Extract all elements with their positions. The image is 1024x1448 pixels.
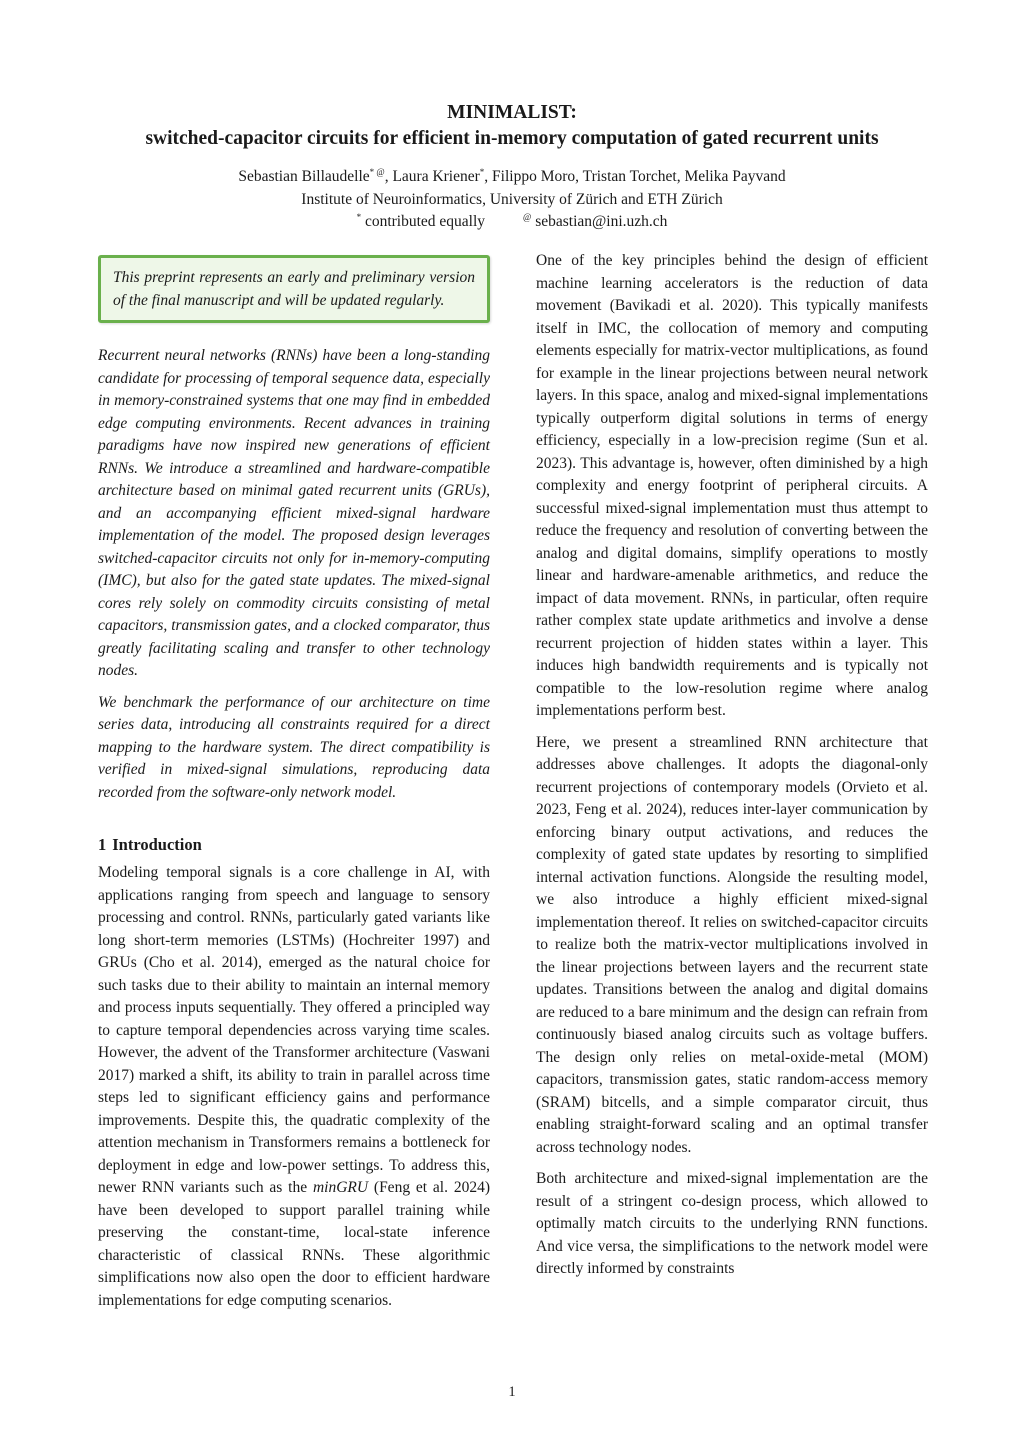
section-title: Introduction [112,835,202,854]
right-column [536,250,928,1290]
preprint-notice-box: This preprint represents an early and preliminary version of the final manuscript and will be updated regularly. [98,255,490,323]
paper-header [60,100,964,234]
abstract [98,345,490,804]
intro-text: (Feng et al. 2024) have been developed to support parallel training while preserving the constant-time, local-state inference characteristic of classical RNNs. These algorithmic simplifications now also open the door to efficient hardware implementations for edge computing scenarios. [98,1179,490,1309]
intro-paragraph-4: Both architecture and mixed-signal implementation are the result of a stringent co-design process, which allowed to optimally match circuits to the underlying RNN functions. And vice versa, the simplifications to the network model were directly informed by constraints [536,1170,928,1277]
paper-title-line1: MINIMALIST: [447,102,577,123]
author-name: Tristan Torchet [582,168,677,185]
intro-paragraph-3: Here, we present a streamlined RNN architecture that addresses above challenges. It adopts the diagonal-only recurrent projections of contemporary models (Orvieto et al. 2023, Feng et al. 2024), reduces inter-layer communication by enforcing binary output activations, and reduces the complexity of gated state updates by resorting to simplified internal activation functions. Alongside the resulting model, we also introduce a highly efficient mixed-signal implementation thereof. It relies on switched-capacitor circuits to realize both the matrix-vector multiplications involved in the linear projections between layers and the recurrent state updates. Transitions between the analog and digital domains are reduced to a bare minimum and the design can refrain from continuously biased analog circuits such as voltage buffers. The design only relies on metal-oxide-metal (MOM) capacitors, transmission gates, static random-access memory (SRAM) bitcells, and a simple comparator circuit, thus enabling straight-forward scaling and an optimal transfer across technology nodes. [536,733,928,1156]
abstract-paragraph: We benchmark the performance of our architecture on time series data, introducing all constraints required for a direct mapping to the hardware system. The direct compatibility is verified in mixed-signal simulations, reproducing data recorded from the software-only network model. [98,693,490,801]
affiliation: Institute of Neuroinformatics, University of Zürich and ETH Zürich [301,190,723,208]
intro-paragraph-2: One of the key principles behind the design of efficient machine learning accelerators is the reduction of data movement (Bavikadi et al. 2020). This typically manifests itself in IMC, the collocation of memory and computing elements especially for matrix-vector multiplications, as found for example in the linear projections between neural network layers. In this space, analog and mixed-signal implementations typically outperform digital solutions in terms of energy efficiency, especially in a low-precision regime (Sun et al. 2023). This advantage is, however, often diminished by a high complexity and energy footprint of peripheral circuits. A successful mixed-signal implementation must thus attempt to reduce the frequency and resolution of converting between the analog and digital domains, simplify operations to mostly linear and hardware-amenable arithmetics, and reduce the impact of data movement. RNNs, in particular, often require rather complex state update arithmetics and involve a dense recurrent projection of hidden states within a layer. This induces high bandwidth requirements and is typically not compatible to the low-resolution regime where analog implementations perform best. [536,252,928,719]
left-column [98,248,490,1321]
email-mark: @ [523,212,532,222]
author-name: Laura Kriener [392,168,480,185]
contact-email[interactable]: sebastian@ini.uzh.ch [535,213,668,230]
section-number: 1 [98,835,107,854]
intro-text: Modeling temporal signals is a core challenge in AI, with applications ranging from speech and language to sensory processing and control. RNNs, particularly gated variants like long short-term memories (LSTMs) (Hochreiter 1997) and GRUs (Cho et al. 2014), emerged as the natural choice for such tasks due to their ability to maintain an internal memory and process inputs sequentially. They offered a principled way to capture temporal dependencies across varying time scales. However, the advent of the Transformer architecture (Vaswani 2017) marked a shift, its ability to train in parallel across time steps led to significant efficiency gains and performance improvements. Despite this, the quadratic complexity of the attention mechanism in Transformers remains a bottleneck for deployment in edge and low-power settings. To address this, newer RNN variants such as the [98,864,490,1196]
abstract-paragraph: Recurrent neural networks (RNNs) have been a long-standing candidate for processing of temporal sequence data, especially in memory-constrained systems that one may find in embedded edge computing environments. Recent advances in training paradigms have now inspired new generations of efficient RNNs. We introduce a streamlined and hardware-compatible architecture based on minimal gated recurrent units (GRUs), and an accompanying efficient mixed-signal hardware implementation of the model. The proposed design leverages switched-capacitor circuits not only for in-memory-computing (IMC), but also for the gated state updates. The mixed-signal cores rely solely on commodity circuits consisting of metal capacitors, transmission gates, and a clocked comparator, thus greatly facilitating scaling and transfer to other technology nodes. [98,347,490,679]
equal-contribution-mark: * [356,212,362,222]
author-name: Filippo Moro [492,168,576,185]
author-mark: * [479,167,485,177]
author-name: Sebastian Billaudelle [238,168,370,185]
paper-title-line2: switched-capacitor circuits for efficient in-memory computation of gated recurrent units [145,128,879,149]
section-heading-introduction [98,834,490,856]
equal-contribution-note: contributed equally [364,213,486,230]
author-footnotes [60,211,964,234]
author-name: Melika Payvand [684,168,786,185]
mingru-term: minGRU [312,1179,369,1196]
page-number: 1 [508,1384,516,1400]
author-mark: * @ [369,167,385,177]
author-list: Sebastian Billaudelle* @, Laura Kriener*, Filippo Moro, Tristan Torchet, Melika Payvand [238,167,786,185]
intro-paragraph-1 [98,862,490,1312]
